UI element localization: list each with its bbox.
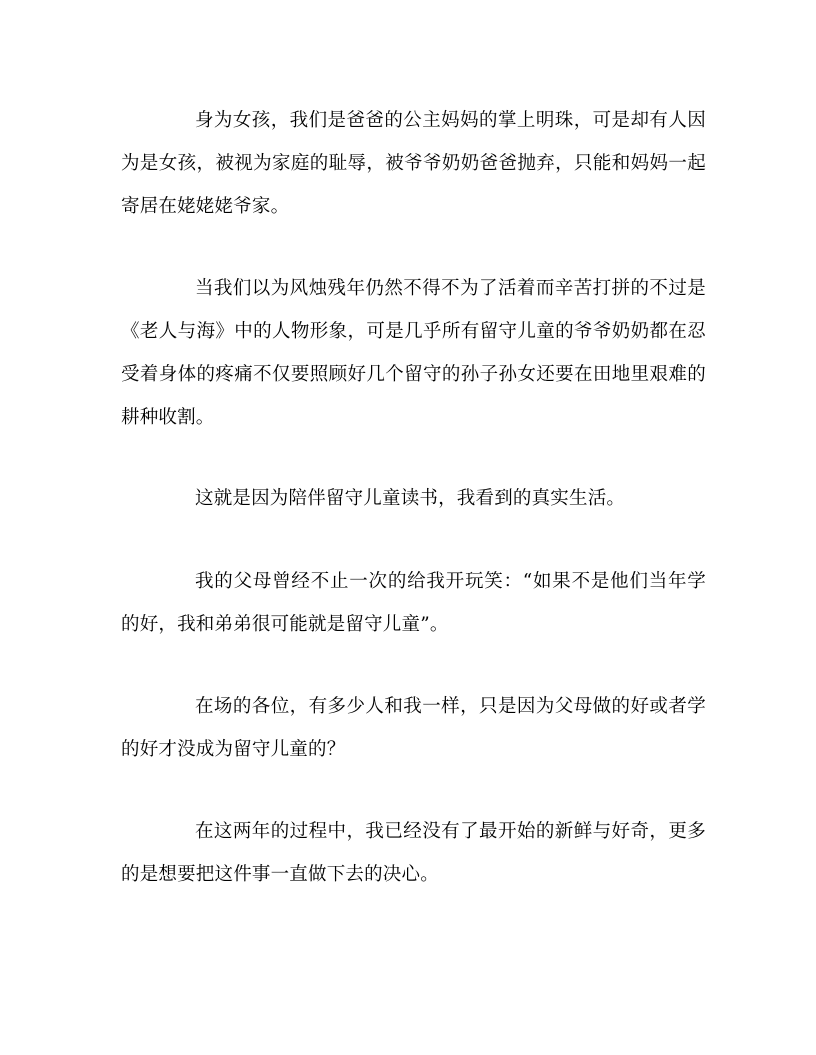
paragraph-3: 这就是因为陪伴留守儿童读书，我看到的真实生活。 [195,488,626,509]
paragraph-5: 在场的各位，有多少人和我一样，只是因为父母做的好或者学的好才没成为留守儿童的？ [121,696,706,760]
paragraph-6: 在这两年的过程中，我已经没有了最开始的新鲜与好奇，更多的是想要把这件事一直做下去的决心。 [121,821,706,885]
paragraph-4: 我的父母曾经不止一次的给我开玩笑：“如果不是他们当年学的好，我和弟弟很可能就是留守儿童”。 [121,571,706,635]
paragraph-2: 当我们以为风烛残年仍然不得不为了活着而辛苦打拼的不过是《老人与海》中的人物形象，可是几乎所有留守儿童的爷爷奶奶都在忍受着身体的疼痛不仅要照顾好几个留守的孙子孙女还要在田地里艰难的耕种收割。 [121,278,706,428]
paragraph-1: 身为女孩，我们是爸爸的公主妈妈的掌上明珠，可是却有人因为是女孩，被视为家庭的耻辱，被爷爷奶奶爸爸抛弃，只能和妈妈一起寄居在姥姥姥爷家。 [121,110,706,217]
